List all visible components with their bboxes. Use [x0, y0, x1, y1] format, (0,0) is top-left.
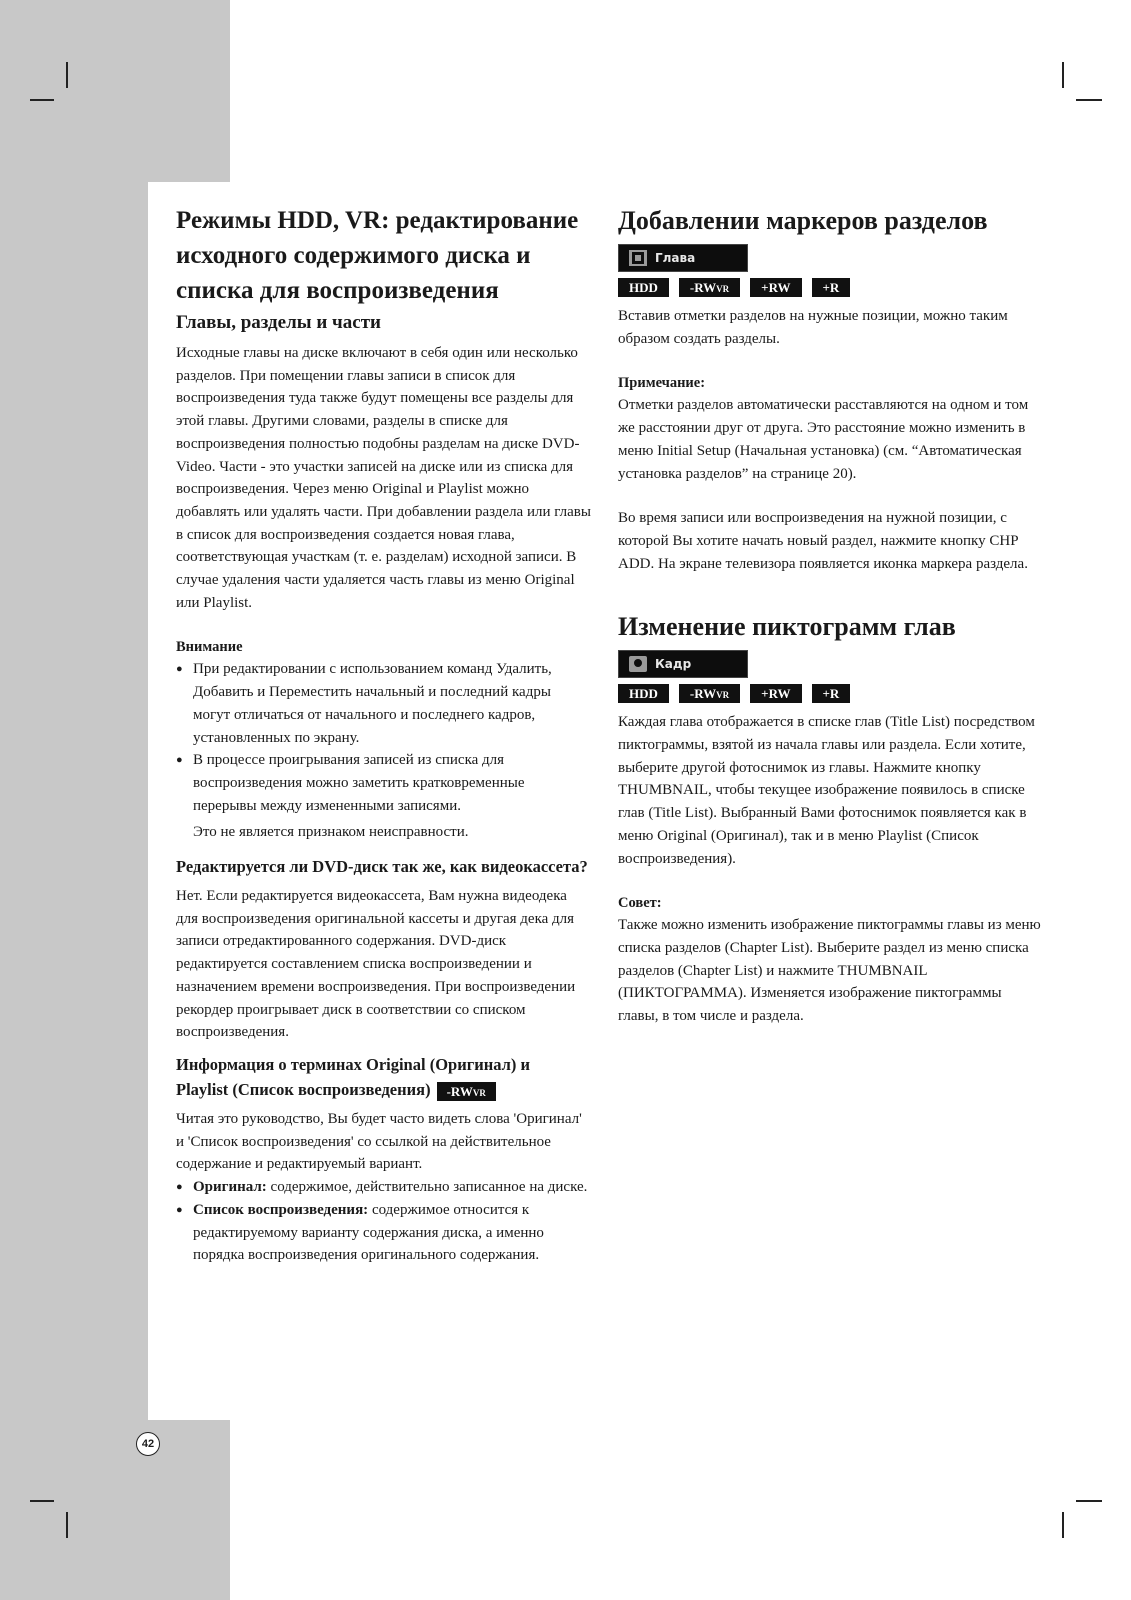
badge-sub: VR	[716, 690, 730, 701]
crop-mark	[1062, 62, 1064, 88]
section-heading-dvd-editing: Редактируется ли DVD-диск так же, как видеокассета?	[176, 857, 588, 877]
caution-list	[176, 658, 591, 817]
tip-label: Совет:	[618, 895, 662, 912]
rw-vr-badge	[437, 1082, 496, 1101]
badge-sub: VR	[716, 284, 730, 294]
terms-list	[176, 1176, 591, 1267]
section-heading-thumbnails: Изменение пиктограмм глав	[618, 612, 956, 642]
osd-label: Кадр	[655, 657, 692, 672]
section-body-dvd-editing: Нет. Если редактируется видеокассета, Вам нужна видеодека для воспроизведения оригинальной кассеты и другая дека для записи отредактированного содержания. DVD-диск редактируется составлением списка воспроизведении и назначением времени воспроизведения. При воспроизведении рекордер проигрывает диск в соответствии со списком воспроизведения.	[176, 888, 576, 1041]
badge-main: HDD	[629, 280, 658, 295]
badge-main: +RW	[761, 280, 791, 295]
page-title: Режимы HDD, VR: редактирование исходного содержимого диска и списка для воспроизведения	[176, 207, 579, 304]
plus-r-badge	[812, 278, 851, 297]
plus-rw-badge	[750, 684, 801, 703]
term-name: Список воспроизведения:	[193, 1201, 369, 1218]
crop-mark	[66, 62, 68, 88]
badge-main: -RW	[446, 1083, 473, 1099]
badge-main: +R	[822, 280, 840, 295]
term-name: Оригинал:	[193, 1179, 267, 1196]
terms-heading-line1: Информация о терминах Original (Оригинал) и	[176, 1054, 530, 1074]
badge-main: -RW	[689, 686, 717, 702]
crop-mark	[30, 99, 54, 101]
page-number: 42	[136, 1432, 160, 1456]
section-body-terms: Читая это руководство, Вы будет часто видеть слова 'Оригинал' и 'Список воспроизведения' со ссылкой на действительное содержание и редактируемый вариант.	[176, 1110, 582, 1173]
badge-sub: VR	[472, 1087, 486, 1098]
hdd-badge	[618, 684, 669, 703]
caution-note: Это не является признаком неисправности.	[193, 824, 469, 841]
list-item: ● При редактировании с использованием команд Удалить, Добавить и Переместить начальный и последний кадры могут отличаться от начального и последнего кадров, установленных по экрану.	[176, 658, 591, 749]
crop-mark	[1076, 1500, 1102, 1502]
spacer	[176, 614, 591, 636]
section-body-chapters: Исходные главы на диске включают в себя один или несколько разделов. При помещении главы записи в список для воспроизведения туда также будут помещены все разделы для этой главы. Другими словами, разделы в списке для воспроизведения полностью подобны разделам на диске DVD-Video. Части - это участки записей на диске или из списка для воспроизведения. Через меню Original и Playlist можно добавлять или удалять части. При добавлении раздела или главы в список для воспроизведения создается новая глава, соответствующая участкам (т. е. разделам) исходной записи. В случае удаления части удаляется часть главы из меню Original или Playlist.	[176, 345, 591, 611]
list-item	[176, 1176, 591, 1199]
section-heading-chapter-markers: Добавлении маркеров разделов	[618, 206, 988, 235]
terms-heading-line2: Playlist (Список воспроизведения)	[176, 1079, 431, 1099]
note-label: Примечание:	[618, 375, 706, 392]
term-desc: содержимое относится к редактируемому варианту содержания диска, а именно порядка воспроизведения оригинального содержания.	[193, 1201, 544, 1264]
tip-body: Также можно изменить изображение пиктограммы главы из меню списка разделов (Chapter List). Выберите раздел из меню списка разделов (Chapter List) и нажмите THUMBNAIL (ПИКТОГРАММА). Изменяется изображение пиктограммы главы, в том числе и раздела.	[618, 917, 1041, 1025]
plus-r-badge	[812, 684, 851, 703]
spacer	[618, 350, 1043, 372]
camera-icon	[629, 656, 647, 672]
section-heading-terms	[176, 1052, 591, 1102]
rw-vr-badge	[679, 278, 740, 297]
osd-label: Глава	[655, 251, 696, 265]
hdd-badge	[618, 278, 669, 297]
section-body-chapter-markers: Вставив отметки разделов на нужные позиции, можно таким образом создать разделы.	[618, 308, 1008, 347]
rw-vr-badge	[679, 684, 740, 703]
crop-mark	[1076, 99, 1102, 101]
osd-menu-frame	[618, 650, 748, 678]
list-item	[176, 1199, 591, 1267]
plus-rw-badge	[750, 278, 801, 297]
crop-mark	[30, 1500, 54, 1502]
crop-mark	[1062, 1512, 1064, 1538]
left-column	[176, 203, 591, 1267]
page-top-area	[230, 0, 1131, 182]
badge-main: HDD	[629, 686, 658, 702]
spacer	[618, 485, 1043, 507]
badge-main: +RW	[761, 686, 791, 702]
film-icon	[629, 250, 647, 266]
section-body-thumbnails: Каждая глава отображается в списке глав (Title List) посредством пиктограммы, взятой из начала главы или раздела. Если хотите, выберите другой фотоснимок из главы. Нажмите кнопку THUMBNAIL, чтобы текущее изображение появилось в списке глав (Title List). Выбранный Вами фотоснимок появляется как в меню Original (Оригинал), так и в меню Playlist (Список воспроизведения).	[618, 714, 1035, 867]
disc-badges	[618, 278, 1043, 297]
osd-menu-chapter	[618, 244, 748, 272]
term-desc: содержимое, действительно записанное на диске.	[266, 1179, 588, 1196]
disc-badges	[618, 684, 1043, 703]
section-heading-chapters: Главы, разделы и части	[176, 312, 381, 333]
crop-mark	[66, 1512, 68, 1538]
list-item: ● В процессе проигрывания записей из списка для воспроизведения можно заметить кратковременные перерывы между измененными записями.	[176, 749, 591, 817]
badge-main: +R	[822, 686, 840, 702]
badge-main: -RW	[689, 280, 717, 295]
spacer	[618, 870, 1043, 892]
right-column	[618, 203, 1043, 1028]
caution-label: Внимание	[176, 639, 243, 656]
note-body: Отметки разделов автоматически расставляются на одном и том же расстоянии друг от друга. Это расстояние можно изменить в меню Initial Setup (Начальная установка) (см. “Автоматическая установка разделов” на странице 20).	[618, 397, 1029, 482]
section-body-chapter-markers-2: Во время записи или воспроизведения на нужной позиции, с которой Вы хотите начать новый раздел, нажмите кнопку CHP ADD. На экране телевизора появляется иконка маркера раздела.	[618, 510, 1028, 572]
